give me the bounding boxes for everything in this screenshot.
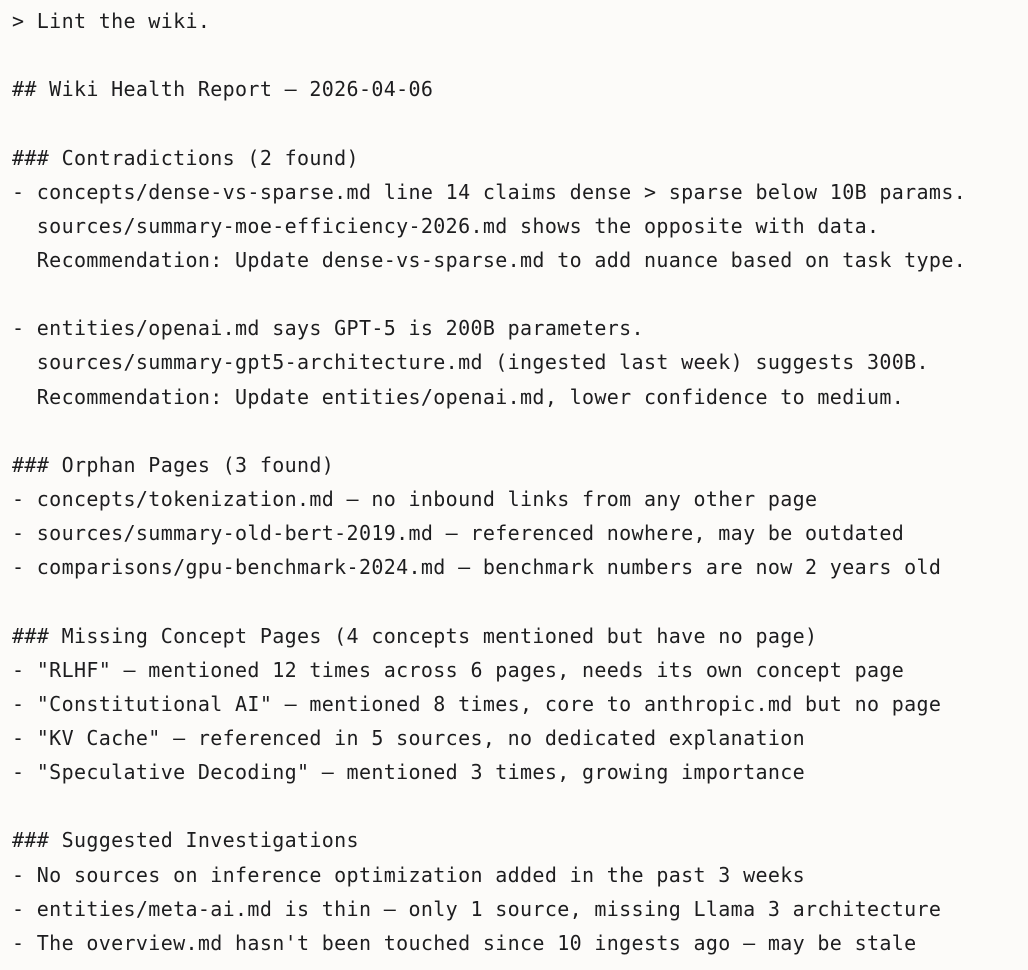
blank-line [12,277,1028,311]
missing-concept-item: - "Constitutional AI" — mentioned 8 times, core to anthropic.md but no page [12,691,942,716]
orphans-heading: ### Orphan Pages (3 found) [12,452,335,477]
contradiction-item-1-claim: - concepts/dense-vs-sparse.md line 14 claims dense > sparse below 10B params. [12,179,967,204]
investigation-item: - The overview.md hasn't been touched since 10 ingests ago — may be stale [12,930,917,955]
missing-concept-item: - "RLHF" — mentioned 12 times across 6 pages, needs its own concept page [12,657,905,682]
investigation-item: - No sources on inference optimization added in the past 3 weeks [12,862,806,887]
user-prompt: > Lint the wiki. [12,9,211,33]
orphan-item: - comparisons/gpu-benchmark-2024.md — benchmark numbers are now 2 years old [12,555,942,580]
contradiction-item-2-recommendation: Recommendation: Update entities/openai.md, lower confidence to medium. [12,384,905,409]
report-title: ## Wiki Health Report — 2026-04-06 [12,77,434,102]
blank-line [12,106,1028,140]
contradiction-item-2-claim: - entities/openai.md says GPT-5 is 200B parameters. [12,316,644,341]
missing-concept-item: - "Speculative Decoding" — mentioned 3 times, growing importance [12,760,806,785]
blank-line [12,38,1028,72]
missing-concept-item: - "KV Cache" — referenced in 5 sources, no dedicated explanation [12,725,806,750]
contradiction-item-1-evidence: sources/summary-moe-efficiency-2026.md shows the opposite with data. [12,213,880,238]
contradictions-heading: ### Contradictions (2 found) [12,145,359,170]
contradiction-item-1-recommendation: Recommendation: Update dense-vs-sparse.md to add nuance based on task type. [12,247,967,272]
orphan-item: - concepts/tokenization.md — no inbound links from any other page [12,486,818,511]
blank-line [12,584,1028,618]
investigations-heading: ### Suggested Investigations [12,828,359,853]
missing-concepts-heading: ### Missing Concept Pages (4 concepts mentioned but have no page) [12,623,818,648]
contradiction-item-2-evidence: sources/summary-gpt5-architecture.md (ingested last week) suggests 300B. [12,350,929,375]
blank-line [12,414,1028,448]
blank-line [12,789,1028,823]
investigation-item: - entities/meta-ai.md is thin — only 1 source, missing Llama 3 architecture [12,896,942,921]
orphan-item: - sources/summary-old-bert-2019.md — referenced nowhere, may be outdated [12,521,905,546]
